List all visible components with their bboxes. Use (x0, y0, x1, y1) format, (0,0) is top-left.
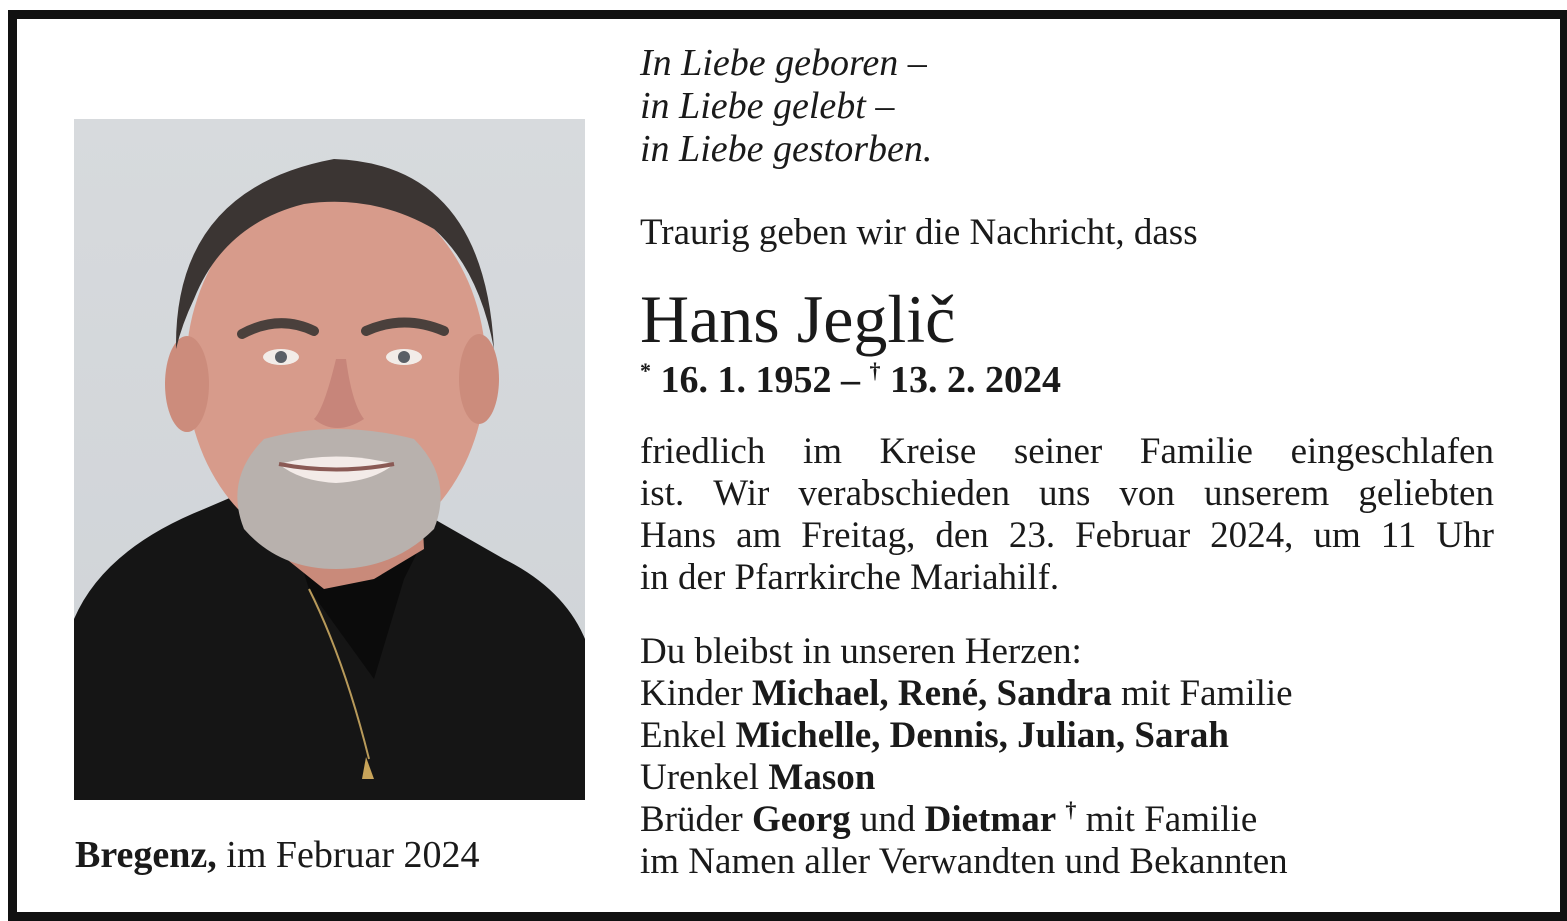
mourners-greatgrandchild: Urenkel Mason (640, 757, 876, 798)
motto-line: in Liebe gelebt – (640, 85, 895, 127)
place-date: im Februar 2024 (216, 834, 480, 876)
mourners-list (640, 631, 1293, 883)
date-separator: – (831, 359, 870, 401)
mourners-heading: Du bleibst in unseren Herzen: (640, 631, 1082, 672)
deceased-name: Hans Jeglič (640, 281, 956, 357)
place-name: Bregenz, (75, 834, 217, 876)
body-line: ist. Wir verabschieden uns von unserem geliebten (640, 473, 1494, 514)
mourners-brothers: Brüder Georg und Dietmar † mit Familie (640, 797, 1258, 840)
mourners-closing: im Namen aller Verwandten und Bekannten (640, 841, 1288, 882)
life-dates (640, 358, 1061, 402)
place-and-date (75, 832, 480, 878)
body-line: friedlich im Kreise seiner Familie eingeschlafen (640, 431, 1494, 472)
birth-symbol: * (640, 358, 651, 383)
motto-verse (640, 42, 932, 171)
body-line: Hans am Freitag, den 23. Februar 2024, um 11 Uhr (640, 515, 1494, 556)
announcement-body (640, 431, 1494, 599)
death-date: 13. 2. 2024 (890, 359, 1061, 401)
mourners-grandchildren: Enkel Michelle, Dennis, Julian, Sarah (640, 715, 1229, 756)
portrait-photo (74, 119, 585, 800)
announcement-intro: Traurig geben wir die Nachricht, dass (640, 212, 1198, 253)
motto-line: in Liebe gestorben. (640, 128, 933, 170)
body-line: in der Pfarrkirche Mariahilf. (640, 557, 1060, 598)
motto-line: In Liebe geboren – (640, 42, 927, 84)
death-symbol: † (869, 358, 881, 383)
birth-date: 16. 1. 1952 (660, 359, 832, 401)
portrait-illustration (74, 119, 585, 800)
deceased-mark: † (1065, 797, 1077, 822)
mourners-children: Kinder Michael, René, Sandra mit Familie (640, 673, 1293, 714)
